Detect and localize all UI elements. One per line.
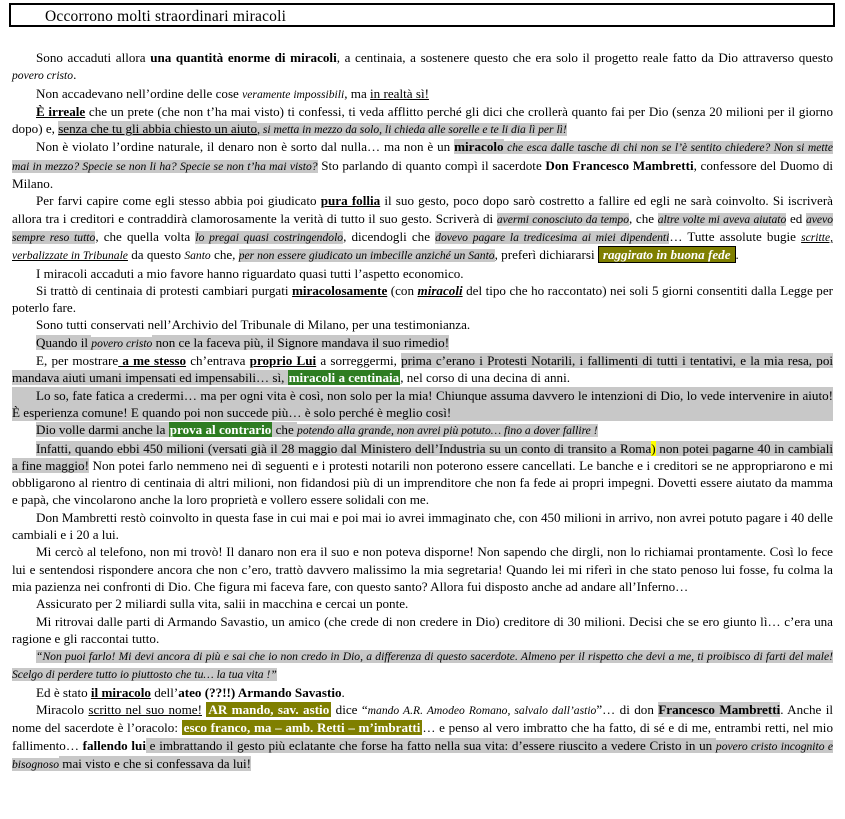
text: (con bbox=[387, 282, 418, 298]
paragraph-13 bbox=[12, 440, 833, 509]
highlighted-text: che bbox=[272, 422, 298, 438]
text: ”… di don bbox=[596, 701, 659, 717]
text: . bbox=[735, 247, 739, 263]
paragraph-4 bbox=[12, 138, 833, 192]
bold-text: ateo (??!!) Armando Savastio bbox=[178, 684, 342, 700]
text: del tipo che ho raccontato) nei soli 5 giorni consentiti dalla Legge per poterlo fare. bbox=[12, 282, 833, 316]
text: Non è violato l’ordine naturale, il denaro non è sorto dal nulla… ma non è un bbox=[36, 139, 455, 155]
bold-text: fallendo lui bbox=[82, 737, 146, 753]
text: . bbox=[341, 684, 345, 700]
italic-text: Santo bbox=[184, 249, 211, 263]
highlighted-italic-text: lo pregai quasi costringendolo bbox=[195, 230, 344, 244]
text: . Anche il nome del sacerdote è l’oracolo: bbox=[12, 701, 834, 736]
highlighted-italic-text: dovevo pagare la tredicesima ai miei dipendenti bbox=[435, 230, 670, 244]
bold-underlined-text: proprio Lui bbox=[249, 353, 317, 369]
text: Sono accaduti allora bbox=[36, 50, 151, 65]
text: ed bbox=[786, 210, 806, 226]
highlighted-text: non ce la faceva più, il Signore mandava il suo rimedio! bbox=[152, 334, 450, 350]
green-highlight: prova al contrario bbox=[169, 422, 272, 438]
title-box bbox=[9, 3, 835, 27]
highlighted-text: e imbrattando il gesto più eclatante che forse ha fatto nella sua vita: d’essere riuscito a vedere Cristo in un bbox=[145, 737, 716, 753]
paragraph-1 bbox=[12, 49, 833, 85]
underlined-text: scritto nel suo nome! bbox=[88, 701, 202, 717]
highlighted-italic-quote: “Non puoi farlo! Mi devi ancora di più e sai che io non credo in Dio, a differenza di questo sacerdote. Almeno per il rispetto che devi a me, ti proibisco di farti del male! Scelgo di perdere tutto io piuttosto che tu… la tua vita !” bbox=[12, 650, 833, 682]
olive-highlight: esco franco, ma – amb. Retti – m’imbratti bbox=[183, 720, 421, 736]
text: dell’ bbox=[150, 684, 179, 700]
text: , a centinaia, a sostenere questo che era solo il progetto reale fatto da Dio attraverso questo bbox=[336, 50, 833, 65]
text: , confessore del Duomo di Milano. bbox=[12, 157, 834, 192]
text: … e penso al vero imbratto che ha fatto, di sé e di me, entrambi retti, nel mio fallimento… bbox=[12, 720, 833, 753]
text: Miracolo bbox=[36, 701, 89, 717]
paragraph-9 bbox=[12, 334, 833, 352]
text: che un prete (che non t’ha mai visto) ti confessi, ti veda afflitto perché gli dici che crollerà quanto fai per Dio (senza 20 milioni per il giorno dopo) e, bbox=[12, 103, 833, 137]
text: Non accadevano nell’ordine delle cose bbox=[36, 85, 243, 101]
highlighted-text: prima c’erano i Protesti Notarili, i fallimenti di tutti i tentativi, e la mia resa, poi mandava aiuti umani impensati ed impensabili… sì, bbox=[12, 353, 834, 386]
olive-boxed-highlight: raggirato in buona fede bbox=[598, 246, 736, 263]
paragraph-17: Mi ritrovai dalle parti di Armando Savastio, un amico (che crede di non credere in Dio) creditore di 30 milioni. Decisi che se ero giunto lì… c’era una ragione e gli raccontai tutto. bbox=[12, 613, 833, 646]
text: Si trattò di centinaia di protesti cambiari purgati bbox=[36, 282, 292, 298]
highlighted-italic-text: altre volte mi aveva aiutato bbox=[657, 212, 787, 226]
paragraph-20 bbox=[12, 701, 833, 773]
highlighted-text: Quando il bbox=[36, 334, 92, 350]
yellow-highlight: ) bbox=[651, 440, 656, 456]
paragraph-15: Mi cercò al telefono, non mi trovò! Il danaro non era il suo e non poteva disporne! Non sapendo che dirgli, non lo richiamai prontamente. Così lo fece lui e sentendosi rispondere ancora che non c’ero, trattò davvero malissimo la mia segretaria! Quando lei mi riferì in che stato penoso lui fosse, fu colma la mia pazienza nei confronti di Dio. Che figura mi faceva fare, con questo santo? Allora fui disposto anche ad andare all’Inferno… bbox=[12, 544, 833, 594]
paragraph-5 bbox=[12, 192, 833, 264]
paragraph-2 bbox=[12, 85, 833, 103]
highlighted-italic-text: avermi conosciuto da tempo bbox=[496, 212, 629, 226]
text: a sorreggermi, bbox=[316, 353, 402, 369]
text: E, per mostrare bbox=[36, 353, 119, 369]
text: , preferì dichiararsi bbox=[494, 247, 598, 263]
bold-underlined-text: miracolosamente bbox=[292, 282, 388, 298]
highlighted-text: non potei pagarne 40 in cambiali a fine maggio! bbox=[12, 440, 833, 473]
paragraph-6: I miracoli accaduti a mio favore hanno riguardato quasi tutti l’aspetto economico. bbox=[36, 265, 464, 281]
text: , che quella volta bbox=[95, 228, 196, 244]
highlighted-text: Dio volle darmi anche la bbox=[36, 422, 169, 438]
text: , nel corso di una decina di anni. bbox=[400, 370, 571, 386]
highlighted-italic-text: per non essere giudicato un imbecille anziché un Santo bbox=[238, 249, 495, 263]
highlighted-italic-text: povero cristo bbox=[91, 336, 153, 350]
text: il suo gesto, poco dopo sarò costretto a fallire ed egli ne sarà coinvolto. Si iscriverà allora tra i creditori e contraddirà clamorosamente la verità di tutto il suo gesto. Scriverà di bbox=[12, 193, 833, 226]
bold-underlined-text: È irreale bbox=[36, 103, 86, 119]
text: , che bbox=[629, 210, 658, 226]
text: … Tutte assolute bugie bbox=[669, 228, 802, 244]
bold-text: Don Francesco Mambretti bbox=[545, 157, 694, 173]
highlighted-bold-text: Francesco Mambretti bbox=[658, 701, 781, 717]
italic-text: povero cristo bbox=[12, 69, 74, 83]
bold-underlined-text: pura follia bbox=[320, 193, 381, 209]
olive-highlight: AR mando, sav. astio bbox=[208, 701, 330, 717]
highlighted-bold-text: miracolo bbox=[454, 139, 504, 155]
highlighted-text: mai visto e che si confessava da lui! bbox=[59, 755, 252, 771]
bold-italic-underlined-text: miracoli bbox=[417, 282, 463, 298]
paragraph-18 bbox=[12, 647, 833, 684]
text: Ed è stato bbox=[36, 684, 91, 700]
paragraph-7 bbox=[12, 282, 833, 317]
highlighted-italic-text: che esca dalle tasche di chi non se l’è sentito chiedere? Non si mette mai in mezzo? Specie se non li ha? Specie se non t’ha mai visto? bbox=[12, 141, 833, 173]
italic-text: veramente impossibili bbox=[242, 87, 345, 101]
highlighted-underlined-text: senza che tu gli abbia chiesto un aiuto bbox=[58, 121, 258, 137]
text: da questo bbox=[127, 247, 185, 263]
text: Non potei farlo nemmeno nei dì seguenti e i protesti notarili non poterono essere cancellati. Le banche e i creditori se ne appropriarono e mi obbligarono al rientro di centinaia di altri milioni, non fidandosi più di un imprenditore che non fa fede ai propri impegni. Dovetti essere aiutato da mamma e papà, che vincolarono anche la loro proprietà e vollero essere solidali con me. bbox=[12, 457, 833, 508]
paragraph-19 bbox=[12, 684, 833, 701]
paragraph-10 bbox=[12, 352, 833, 387]
highlighted-italic-text: , si metta in mezzo da solo, li chieda alle sorelle e te li dia lì per lì! bbox=[257, 123, 567, 137]
document-body bbox=[12, 49, 833, 773]
bold-underlined-text: il miracolo bbox=[90, 684, 151, 700]
bold-underlined-text: a me stesso bbox=[118, 353, 187, 369]
text: Sto parlando di quanto compì il sacerdote bbox=[317, 157, 546, 173]
paragraph-16: Assicurato per 2 miliardi sulla vita, salii in macchina e cercai un ponte. bbox=[36, 596, 409, 612]
paragraph-3 bbox=[12, 103, 833, 139]
text: , ma bbox=[344, 85, 371, 101]
italic-underlined-text: scritte, verbalizzate in Tribunale bbox=[12, 230, 833, 263]
paragraph-8: Sono tutti conservati nell’Archivio del Tribunale di Milano, per una testimonianza. bbox=[36, 317, 471, 333]
bold-text: una quantità enorme di miracoli bbox=[150, 50, 337, 65]
text: Per farvi capire come egli stesso abbia poi giudicato bbox=[36, 193, 321, 209]
paragraph-14: Don Mambretti restò coinvolto in questa fase in cui mai e poi mai io avrei immaginato che, con 450 milioni in arrivo, non avrei potuto pagare i 40 delle cambiali e i 20 a lui. bbox=[12, 509, 833, 543]
highlighted-italic-text: povero cristo incognito e bisognoso bbox=[12, 739, 834, 771]
page-title: Occorrono molti straordinari miracoli bbox=[45, 8, 287, 25]
highlighted-italic-text: avevo sempre reso tutto bbox=[12, 212, 834, 244]
underlined-text: in realtà sì! bbox=[370, 85, 429, 101]
text: ch’entrava bbox=[186, 353, 250, 369]
highlighted-text: Infatti, quando ebbi 450 milioni (versati già il 28 maggio dal Ministero dell’Industria su un conto di transito a Roma bbox=[36, 440, 652, 456]
paragraph-12 bbox=[12, 421, 833, 439]
paragraph-11: Lo so, fate fatica a credermi… ma per ogni vita è così, non solo per la mia! Chiunque assuma davvero le intenzioni di Dio, lo vede intervenire in aiuto! È esperienza comune! E quando poi non succede più… è solo perché è meglio così! bbox=[12, 387, 833, 420]
text: che, bbox=[210, 247, 239, 263]
italic-text: mando A.R. Amodeo Romano, salvalo dall’astio bbox=[367, 703, 597, 717]
green-highlight: miracoli a centinaia bbox=[288, 370, 400, 386]
text: , dicendogli che bbox=[343, 228, 436, 244]
highlighted-italic-text: potendo alla grande, non avrei più potuto… fino a dover fallire ! bbox=[297, 424, 598, 438]
text: . bbox=[73, 67, 77, 83]
text: dice “ bbox=[331, 701, 368, 717]
